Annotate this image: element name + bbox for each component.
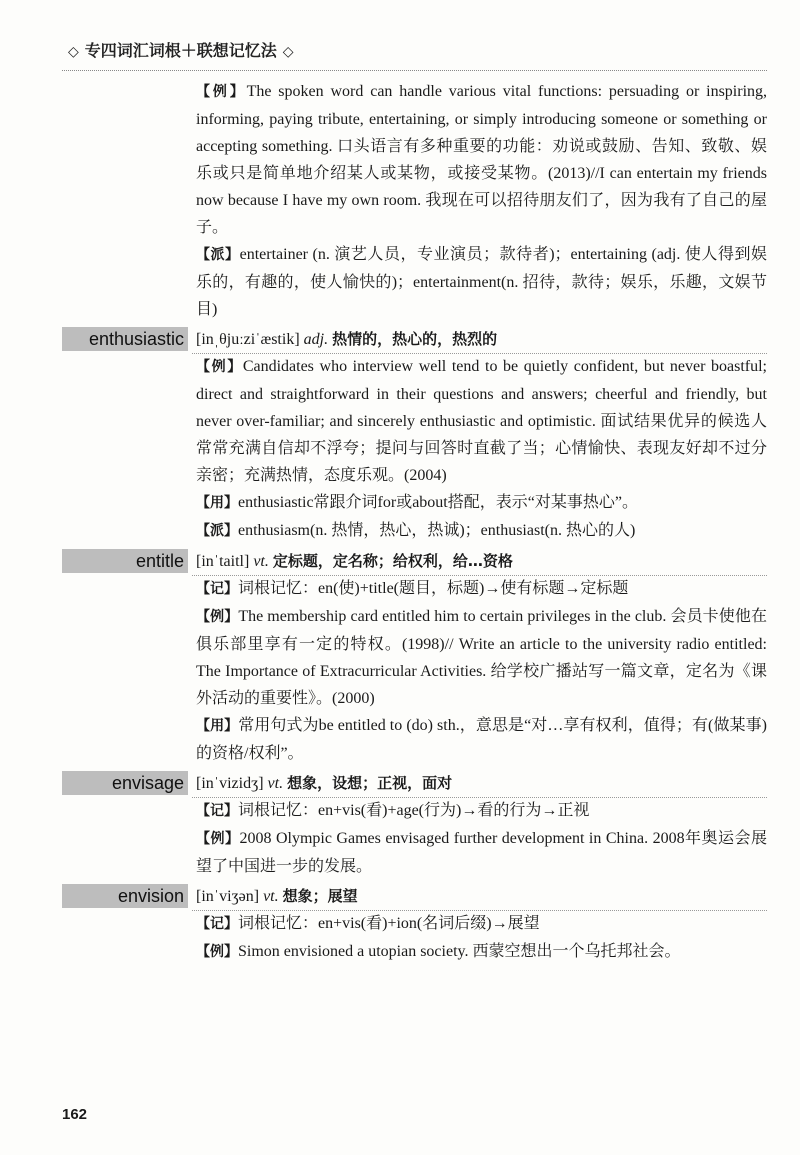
part-of-speech: vt. bbox=[267, 775, 284, 792]
entertain-continued bbox=[62, 78, 767, 323]
diamond-icon: ◇ bbox=[68, 44, 79, 60]
entry-entitle bbox=[62, 547, 767, 767]
example-paragraph: 【例】The membership card entitled him to certain privileges in the club. 会员卡使他在俱乐部里享有一定的特权。(1998)// Write an article to the university radio entitled: The Importance of Extracurricular Activities. 给学校广播站写一篇文章，定名为《课外活动的重要性》。(2000) bbox=[196, 608, 768, 707]
definition: 热情的，热心的，热烈的 bbox=[332, 330, 498, 348]
phonetic: [inˈtaitl] bbox=[196, 553, 250, 570]
page-header bbox=[62, 36, 767, 71]
definition: 想象；展望 bbox=[282, 887, 358, 905]
memory-paragraph: 【记】词根记忆：en+vis(看)+age(行为)→看的行为→正视 bbox=[196, 802, 590, 819]
phonetic: [inˈvizidʒ] bbox=[196, 775, 264, 792]
memory-paragraph: 【记】词根记忆：en+vis(看)+ion(名词后缀)→展望 bbox=[196, 915, 540, 932]
example-paragraph: 【例】Candidates who interview well tend to be quietly confident, but never boastful; direct and straightforward in their questions and answers; cheerful and friendly, but never over-familiar; and sincerely enthusiastic and optimistic. 面试结果优异的候选人常常充满自信却不浮夸；提问与回答时直截了当；心情愉快、表现友好却不过分亲密；充满热情，态度乐观。(2004) bbox=[196, 358, 767, 484]
entry-envisage bbox=[62, 769, 767, 880]
entry-headline bbox=[192, 547, 767, 576]
entry-headline bbox=[192, 769, 767, 798]
diamond-icon: ◇ bbox=[282, 44, 294, 60]
definition: 想象，设想；正视，面对 bbox=[287, 774, 453, 792]
usage-paragraph: 【用】enthusiastic常跟介词for或about搭配，表示“对某事热心”。 bbox=[196, 494, 638, 511]
page-content bbox=[62, 78, 767, 966]
example-paragraph: 【例】2008 Olympic Games envisaged further development in China. 2008年奥运会展望了中国进一步的发展。 bbox=[196, 830, 767, 875]
entry-headline bbox=[192, 325, 767, 354]
usage-paragraph: 【用】常用句式为be entitled to (do) sth.，意思是“对…享有权利，值得；有(做某事)的资格/权利”。 bbox=[196, 717, 767, 762]
derivatives-paragraph: 【派】entertainer (n. 演艺人员，专业演员；款待者)；entertaining (adj. 使人得到娱乐的，有趣的，使人愉快的)；entertainment(n. 招待，款待；娱乐，乐趣，文娱节目) bbox=[196, 246, 767, 318]
phonetic: [inˈviʒən] bbox=[196, 888, 260, 905]
headword: entitle bbox=[62, 549, 188, 573]
part-of-speech: vt. bbox=[263, 888, 279, 905]
entry-enthusiastic bbox=[62, 325, 767, 545]
phonetic: [inˌθjuːziˈæstik] bbox=[196, 331, 300, 348]
headword: envision bbox=[62, 884, 188, 908]
page-number: 162 bbox=[62, 1106, 88, 1123]
headword: enthusiastic bbox=[62, 327, 188, 351]
derivatives-paragraph: 【派】enthusiasm(n. 热情，热心，热诚)；enthusiast(n. 热心的人) bbox=[196, 522, 636, 539]
headword: envisage bbox=[62, 771, 188, 795]
memory-paragraph: 【记】词根记忆：en(使)+title(题目，标题)→使有标题→定标题 bbox=[196, 580, 629, 597]
entry-headline bbox=[192, 882, 767, 911]
entry-envision bbox=[62, 882, 767, 966]
part-of-speech: vt. bbox=[253, 553, 269, 570]
part-of-speech: adj. bbox=[303, 331, 329, 348]
example-paragraph: 【例】The spoken word can handle various vital functions: persuading or inspiring, informing, paying tribute, entertaining, or simply introducing someone or something or accepting something. 口头语言有多种重要的功能：劝说或鼓励、告知、致敬、娱乐或只是简单地介绍某人或某物，或接受某物。(2013)//I can entertain my friends now because I have my own room. 我现在可以招待朋友们了，因为我有了自己的屋子。 bbox=[196, 83, 768, 236]
example-paragraph: 【例】Simon envisioned a utopian society. 西蒙空想出一个乌托邦社会。 bbox=[196, 943, 681, 960]
book-title: 专四词汇词根＋联想记忆法 bbox=[84, 41, 277, 60]
definition: 定标题，定名称；给权利，给…资格 bbox=[272, 552, 513, 570]
